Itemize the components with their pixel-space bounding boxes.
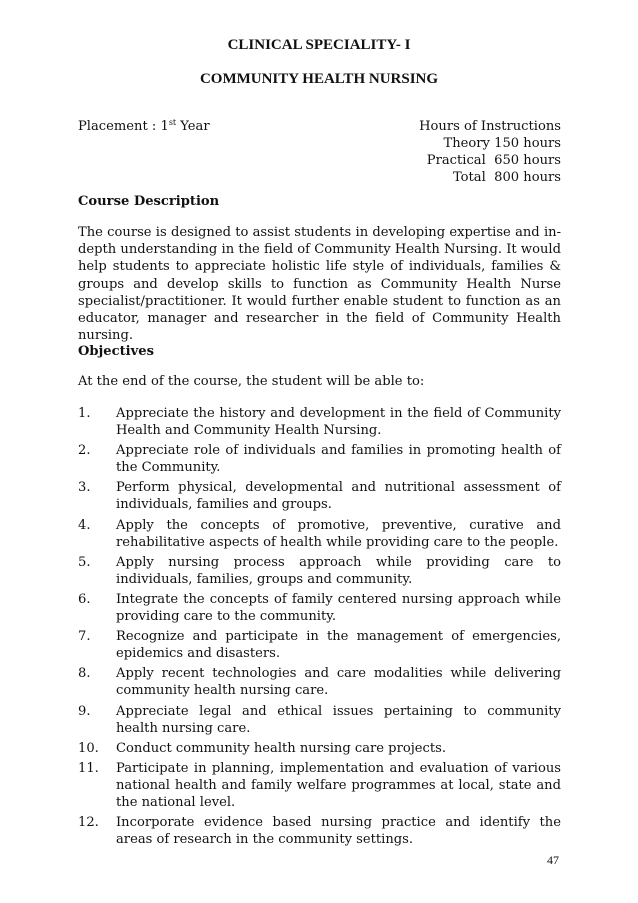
list-item-text: Participate in planning, implementation and evaluation of various national health and family welfare programmes at local, state and the national level. xyxy=(116,760,561,810)
list-item-number: 9. xyxy=(78,703,91,719)
list-item-number: 10. xyxy=(78,740,99,756)
list-item-number: 11. xyxy=(78,760,99,776)
list-item xyxy=(78,591,561,625)
hours-heading: Hours of Instructions xyxy=(419,119,561,134)
objectives-heading: Objectives xyxy=(78,344,154,359)
list-item-number: 7. xyxy=(78,629,91,645)
list-item-number: 8. xyxy=(78,666,91,682)
list-item-number: 6. xyxy=(78,591,91,607)
list-item-number: 3. xyxy=(78,480,91,496)
placement-label: Placement : 1 xyxy=(78,119,169,134)
list-item-text: Conduct community health nursing care projects. xyxy=(116,740,446,756)
list-item xyxy=(78,442,561,476)
hours-block xyxy=(419,118,561,186)
hours-practical: Practical 650 hours xyxy=(426,153,561,168)
course-description-heading: Course Description xyxy=(78,194,220,209)
page-title: CLINICAL SPECIALITY- I xyxy=(227,37,411,53)
list-item-text: Integrate the concepts of family centered nursing approach while providing care to the community. xyxy=(116,591,561,624)
hours-theory: Theory 150 hours xyxy=(443,136,561,151)
list-item xyxy=(78,814,561,848)
list-item xyxy=(78,760,561,811)
hours-total: Total 800 hours xyxy=(452,170,561,185)
list-item-text: Apply the concepts of promotive, preventive, curative and rehabilitative aspects of health while providing care to the people. xyxy=(116,517,561,550)
page-subtitle: COMMUNITY HEALTH NURSING xyxy=(199,71,439,87)
list-item xyxy=(78,479,561,513)
list-item-number: 1. xyxy=(78,406,91,421)
list-item-text: Perform physical, developmental and nutritional assessment of individuals, families and groups. xyxy=(116,480,561,513)
placement-info xyxy=(78,118,210,134)
list-item xyxy=(78,554,561,588)
placement-ordinal-suffix: st xyxy=(168,118,177,127)
list-item-text: Appreciate legal and ethical issues pertaining to community health nursing care. xyxy=(116,703,561,736)
page-number: 47 xyxy=(547,853,559,867)
list-item-text: Apply nursing process approach while providing care to individuals, families, groups and community. xyxy=(116,554,561,587)
list-item-text: Appreciate the history and development in the field of Community Health and Community Health Nursing. xyxy=(116,406,561,438)
list-item-number: 4. xyxy=(78,517,91,533)
course-description-text: The course is designed to assist students in developing expertise and in-depth understanding in the field of Community Health Nursing. It would help students to appreciate holistic life style of individuals, families & groups and develop skills to function as Community Health Nurse specialist/practitioner. It would further enable student to function as an educator, manager and researcher in the field of Community Health nursing. xyxy=(78,225,561,344)
list-item-number: 12. xyxy=(78,815,99,831)
list-item-number: 2. xyxy=(78,443,91,459)
list-item-text: Recognize and participate in the management of emergencies, epidemics and disasters. xyxy=(116,629,561,662)
objectives-intro: At the end of the course, the student will be able to: xyxy=(78,374,425,389)
list-item-number: 5. xyxy=(78,554,91,570)
list-item xyxy=(78,517,561,551)
list-item xyxy=(78,665,561,699)
list-item xyxy=(78,405,561,439)
list-item xyxy=(78,703,561,737)
objectives-list xyxy=(78,405,561,851)
list-item-text: Appreciate role of individuals and families in promoting health of the Community. xyxy=(116,443,561,476)
list-item xyxy=(78,740,561,757)
list-item-text: Incorporate evidence based nursing practice and identify the areas of research in the community settings. xyxy=(116,815,561,848)
placement-year: Year xyxy=(176,119,210,134)
list-item-text: Apply recent technologies and care modalities while delivering community health nursing care. xyxy=(116,666,561,699)
list-item xyxy=(78,628,561,662)
